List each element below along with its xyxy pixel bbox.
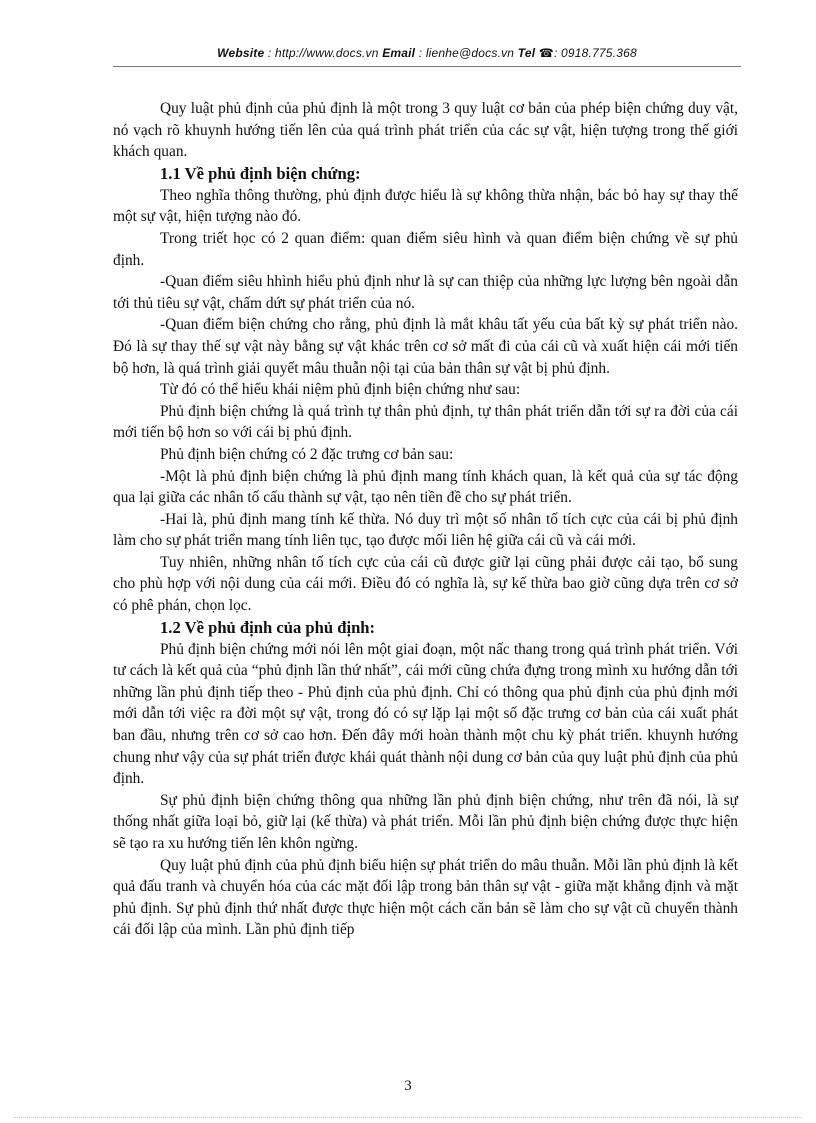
paragraph: -Quan điểm biện chứng cho rằng, phủ định là mắt khâu tất yếu của bất kỳ sự phát triển nào. Đó là sự thay thế sự vật này bằng sự vật khác trên cơ sở mất đi của cái cũ và xuất hiện cái mới tiến bộ hơn, là quá trình giải quyết mâu thuẫn nội tại của bản thân sự vật bị phủ định. [113,316,738,377]
website-value: : http://www.docs.vn [267,46,379,60]
paragraph: -Một là phủ định biện chứng là phủ định mang tính khách quan, là kết quả của sự tác động qua lại giữa các nhân tố cấu thành sự vật, tạo nên tiền đề cho sự phát triển. [113,467,738,507]
section-heading: 1.1 Về phủ định biện chứng: [160,163,361,183]
header-divider [113,66,741,67]
paragraph: Theo nghĩa thông thường, phủ định được hiểu là sự không thừa nhận, bác bỏ hay sự thay thế một sự vật, hiện tượng nào đó. [113,186,738,226]
paragraph: Phủ định biện chứng mới nói lên một giai đoạn, một nấc thang trong quá trình phát triển. Với tư cách là kết quả của “phủ định lần thứ nhất”, cái mới cũng chứa đựng trong mình xu hướng dẫn tới những lần phủ định tiếp theo - Phủ định của phủ định. Chỉ có thông qua phủ định của phủ định mới mới dẫn tới việc ra đời một sự vật, trong đó có sự lặp lại một số đặc trưng cơ bản của cái xuất phát ban đầu, nhưng trên cơ sở cao hơn. Đến đây mới hoàn thành một chu kỳ phát triển. khuynh hướng chung như vậy của sự phát triển được khái quát thành nội dung cơ bản của quy luật phủ định của phủ định. [113,640,738,788]
paragraph: Phủ định biện chứng có 2 đặc trưng cơ bản sau: [160,445,454,463]
paragraph: Quy luật phủ định của phủ định biểu hiện sự phát triển do mâu thuẫn. Mỗi lần phủ định là kết quả đấu tranh và chuyển hóa của các mặt đối lập trong bản thân sự vật - giữa mặt khẳng định và mặt phủ định. Sự phủ định thứ nhất được thực hiện một cách căn bản sẽ làm cho sự vật cũ chuyển thành cái đối lập của mình. Lần phủ định tiếp [113,856,738,939]
email-label: Email [382,46,416,60]
page-bottom-border [14,1117,802,1118]
paragraph: Sự phủ định biện chứng thông qua những lần phủ định biện chứng, như trên đã nói, là sự thống nhất giữa loại bỏ, giữ lại (kế thừa) và phát triển. Mỗi lần phủ định biện chứng được thực hiện sẽ tạo ra xu hướng tiến lên khôn ngừng. [113,791,738,852]
paragraph: -Quan điểm siêu hhình hiểu phủ định như là sự can thiệp của những lực lượng bên ngoài dẫn tới thủ tiêu sự vật, chấm dứt sự phát triển của nó. [113,273,738,312]
tel-label: Tel [517,46,536,60]
paragraph: Trong triết học có 2 quan điểm: quan điểm siêu hình và quan điểm biện chứng về sự phủ định. [113,229,738,269]
paragraph: -Hai là, phủ định mang tính kế thừa. Nó duy trì một số nhân tố tích cực của cái bị phủ định làm cho sự phát triển mang tính liên tục, tạo được mối liên hệ giữa cái cũ và cái mới. [113,510,738,550]
paragraph: Phủ định biện chứng là quá trình tự thân phủ định, tự thân phát triển dẫn tới sự ra đời của cái mới tiến bộ hơn so với cái bị phủ định. [113,402,738,442]
paragraph: Tuy nhiên, những nhân tố tích cực của cái cũ được giữ lại cũng phải được cải tạo, bổ sung cho phù hợp với nội dung của cái mới. Điều đó có nghĩa là, sự kế thừa bao giờ cũng dựa trên cơ sở có phê phán, chọn lọc. [113,553,738,615]
page-header [113,46,741,60]
tel-value: : 0918.775.368 [553,46,637,60]
paragraph: Từ đó có thể hiểu khái niệm phủ định biện chứng như sau: [160,381,521,399]
paragraph: Quy luật phủ định của phủ định là một trong 3 quy luật cơ bản của phép biện chứng duy vật, nó vạch rõ khuynh hướng tiến lên của quá trình phát triển của các sự vật, hiện tượng trong thế giới khách quan. [113,100,738,161]
page-number: 3 [404,1078,412,1094]
phone-icon: ☎ [538,46,554,60]
section-heading: 1.2 Về phủ định của phủ định: [160,617,376,637]
document-body [113,98,738,941]
website-label: Website [217,46,265,60]
email-value: : lienhe@docs.vn [418,46,515,60]
